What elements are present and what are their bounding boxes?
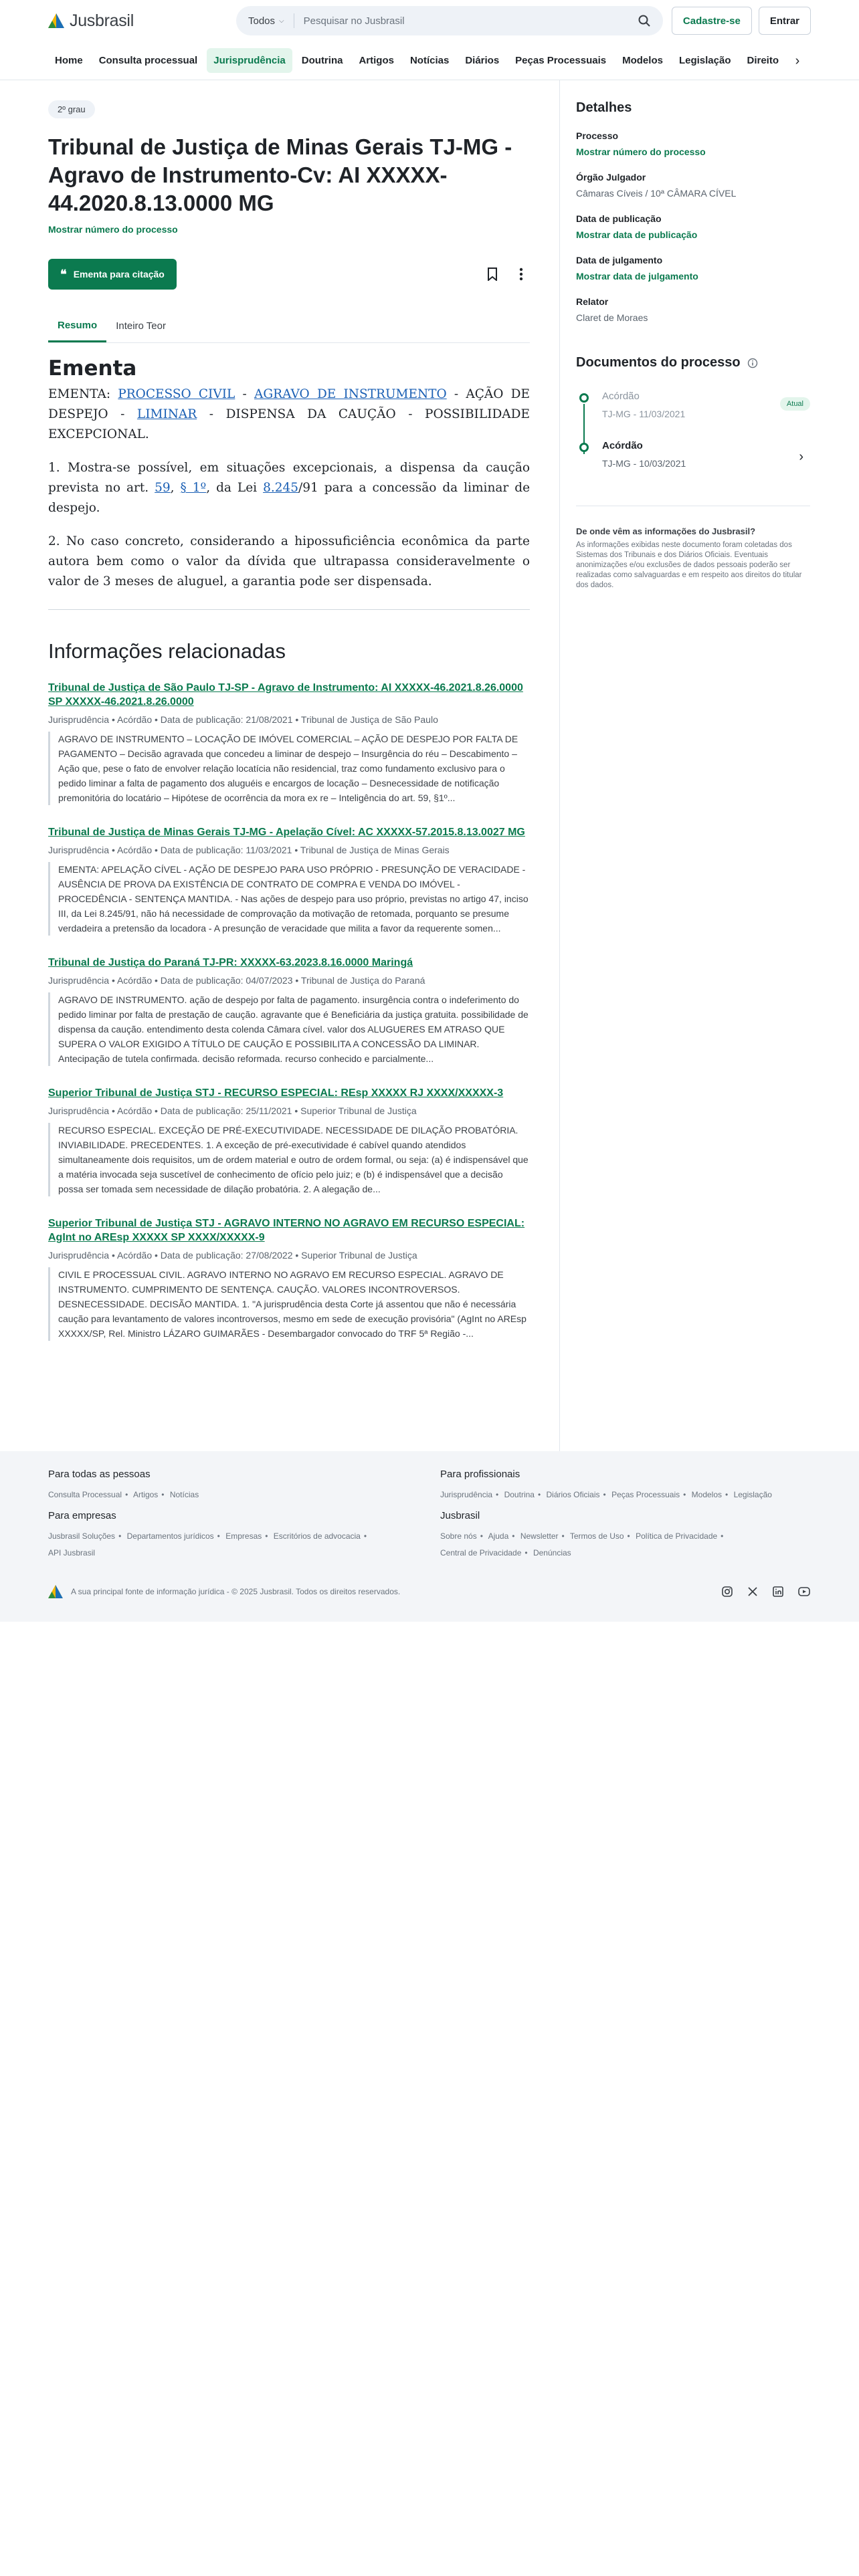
social-links	[721, 1586, 811, 1598]
footer-heading: Jusbrasil	[440, 1510, 480, 1521]
logo-triangle-icon	[48, 13, 64, 28]
logo-text: Jusbrasil	[70, 11, 134, 30]
nav-item-diarios[interactable]: Diários	[465, 55, 500, 66]
related-item-title[interactable]: Superior Tribunal de Justiça STJ - AGRAVO INTERNO NO AGRAVO EM RECURSO ESPECIAL: AgInt no AREsp XXXXX SP XXXX/XXXXX-9	[48, 1218, 525, 1243]
document-item[interactable]	[576, 440, 810, 490]
search-scope-select[interactable]	[248, 13, 294, 28]
relator-value: Claret de Moraes	[576, 312, 648, 323]
ementa-text-span: ,	[170, 481, 181, 495]
footer-link[interactable]: Departamentos jurídicos	[126, 1531, 214, 1541]
footer-link[interactable]: Denúncias	[533, 1548, 571, 1558]
cite-ementa-label: Ementa para citação	[73, 269, 165, 280]
cite-ementa-button[interactable]	[48, 259, 177, 290]
section-divider	[48, 609, 530, 610]
chevron-right-icon[interactable]: ›	[799, 449, 803, 464]
nav-scroll-right-icon[interactable]: ›	[784, 41, 811, 80]
link-art-59[interactable]: 59	[155, 481, 171, 495]
show-publication-date-link[interactable]: Mostrar data de publicação	[576, 229, 698, 240]
search-bar[interactable]	[236, 6, 663, 35]
tab-inteiro-teor[interactable]: Inteiro Teor	[116, 320, 166, 332]
footer-bottom	[48, 1585, 811, 1598]
footer-link[interactable]: Newsletter	[520, 1531, 559, 1541]
search-input[interactable]: Pesquisar no Jusbrasil	[303, 15, 405, 27]
data-source-question: De onde vêm as informações do Jusbrasil?	[576, 526, 756, 536]
related-item-title[interactable]: Tribunal de Justiça do Paraná TJ-PR: XXXXX-63.2023.8.16.0000 Maringá	[48, 957, 413, 968]
ementa-paragraph: 2. No caso concreto, considerando a hipossuficiência econômica da parte autora bem como o valor da dívida que ultrapassa consideravelmente o valor de 3 meses de aluguel, a garantia pode ser dispensada.	[48, 534, 530, 588]
ementa-paragraph	[48, 458, 530, 518]
signup-button[interactable]: Cadastre-se	[672, 7, 752, 35]
orgao-value: Câmaras Cíveis / 10ª CÂMARA CÍVEL	[576, 188, 737, 199]
footer-heading: Para todas as pessoas	[48, 1469, 151, 1480]
column-divider	[559, 80, 560, 1451]
timeline-dot	[579, 393, 589, 403]
related-item-title[interactable]: Tribunal de Justiça de Minas Gerais TJ-MG - Apelação Cível: AC XXXXX-57.2015.8.13.0027 MG	[48, 827, 525, 838]
footer-heading: Para profissionais	[440, 1469, 520, 1480]
x-icon[interactable]	[747, 1586, 759, 1598]
ementa-text	[48, 385, 530, 592]
processo-label: Processo	[576, 130, 619, 141]
grau-badge: 2º grau	[48, 100, 95, 118]
timeline-dot	[579, 443, 589, 452]
footer-link[interactable]: Política de Privacidade	[636, 1531, 718, 1541]
nav-item-direito[interactable]: Direito	[747, 55, 779, 66]
details-heading: Detalhes	[576, 100, 632, 115]
related-item-excerpt: AGRAVO DE INSTRUMENTO. ação de despejo por falta de pagamento. insurgência contra o indeferimento do pedido liminar por falta de prestação de caução. agravante que é Beneficiária da justiça gratuita. possibilidade de dispensa da caução. entendimento desta colenda Câmara cível. valor dos ALUGUERES EM ATRASO QUE SUPERA O VALOR EXIGIDO A TÍTULO DE CAUÇÃO E POSSIBILITA A CONCESSÃO DA LIMINAR. Antecipação de tutela confirmada. decisão reformada. recurso conhecido e parcialmente...	[48, 992, 530, 1066]
footer-link[interactable]: Doutrina	[504, 1490, 535, 1499]
footer-column-people: Para todas as pessoas Consulta Processual • Artigos • Notícias	[48, 1469, 423, 1503]
document-item-current[interactable]	[576, 391, 810, 440]
details-sidebar	[576, 100, 810, 591]
main-content	[48, 100, 530, 1341]
copyright-text: A sua principal fonte de informação jurídica - © 2025 Jusbrasil. Todos os direitos reservados.	[71, 1587, 401, 1596]
link-lei-8245[interactable]: 8.245	[263, 481, 299, 495]
related-item-excerpt: RECURSO ESPECIAL. EXCEÇÃO DE PRÉ-EXECUTIVIDADE. NECESSIDADE DE DILAÇÃO PROBATÓRIA. INVIABILIDADE. PRECEDENTES. 1. A exceção de pré-executividade é cabível quando atendidos simultaneamente dois requisitos, um de ordem material e outro de ordem formal, ou seja: (a) é indispensável que a matéria invocada seja suscetível de conhecimento de ofício pelo juiz; e (b) é indispensável que a decisão possa ser tomada sem necessidade de dilação probatória. 2. A alegação de...	[48, 1123, 530, 1196]
search-scope-label: Todos	[248, 15, 276, 27]
current-badge: Atual	[780, 397, 810, 411]
footer-link[interactable]: Modelos	[691, 1490, 723, 1499]
linkedin-icon[interactable]	[772, 1586, 784, 1598]
related-item	[48, 825, 530, 936]
nav-item-home[interactable]: Home	[55, 55, 83, 66]
ementa-text-span: - DISPENSA DA CAUÇÃO - POSSIBILIDADE EXCEPCIONAL.	[48, 407, 530, 441]
link-agravo-instrumento[interactable]: AGRAVO DE INSTRUMENTO	[254, 387, 447, 401]
footer-link[interactable]: Jurisprudência	[440, 1490, 493, 1499]
bookmark-icon[interactable]	[487, 267, 498, 281]
footer-link[interactable]: Artigos	[132, 1490, 159, 1499]
footer-link[interactable]: Notícias	[169, 1490, 199, 1499]
related-item-meta: Jurisprudência • Acórdão • Data de publicação: 25/11/2021 • Superior Tribunal de Justiça	[48, 1105, 417, 1116]
nav-item-consulta[interactable]: Consulta processual	[98, 55, 198, 66]
related-item-title[interactable]: Tribunal de Justiça de São Paulo TJ-SP - Agravo de Instrumento: AI XXXXX-46.2021.8.26.0000 SP XXXXX-46.2021.8.26.0000	[48, 682, 523, 708]
ementa-paragraph	[48, 385, 530, 445]
document-title: Acórdão	[602, 440, 643, 451]
related-item-meta: Jurisprudência • Acórdão • Data de publicação: 27/08/2022 • Superior Tribunal de Justiça	[48, 1250, 417, 1261]
related-item	[48, 956, 530, 1066]
footer-link[interactable]: Central de Privacidade	[440, 1548, 522, 1558]
link-paragrafo-1[interactable]: § 1º	[180, 481, 207, 495]
related-item-meta: Jurisprudência • Acórdão • Data de publicação: 04/07/2023 • Tribunal de Justiça do Paraná	[48, 975, 425, 986]
footer-link[interactable]: Ajuda	[488, 1531, 509, 1541]
nav-item-modelos[interactable]: Modelos	[622, 55, 663, 66]
related-item-meta: Jurisprudência • Acórdão • Data de publicação: 11/03/2021 • Tribunal de Justiça de Minas Gerais	[48, 845, 450, 855]
footer-link[interactable]: Escritórios de advocacia	[273, 1531, 361, 1541]
login-button[interactable]: Entrar	[759, 7, 811, 35]
nav-item-noticias[interactable]: Notícias	[409, 55, 450, 66]
footer-column-companies: Para empresas Jusbrasil Soluções • Departamentos jurídicos • Empresas • Escritórios de advocacia • API Jusbrasil	[48, 1510, 423, 1562]
quote-icon: ❝	[60, 267, 67, 282]
related-item-title[interactable]: Superior Tribunal de Justiça STJ - RECURSO ESPECIAL: REsp XXXXX RJ XXXX/XXXXX-3	[48, 1087, 504, 1099]
publication-date-label: Data de publicação	[576, 213, 662, 224]
footer-link[interactable]: Empresas	[225, 1531, 262, 1541]
related-item	[48, 1216, 530, 1341]
footer-link[interactable]: API Jusbrasil	[48, 1548, 96, 1558]
nav-item-artigos[interactable]: Artigos	[359, 55, 394, 66]
footer-link[interactable]: Termos de Uso	[569, 1531, 624, 1541]
related-heading: Informações relacionadas	[48, 639, 286, 663]
nav-item-jurisprudencia[interactable]: Jurisprudência	[207, 48, 292, 73]
ementa-text-span: , da Lei	[206, 481, 264, 495]
ementa-text-span: - AÇÃO DE DESPEJO -	[48, 387, 530, 421]
process-documents-title: Documentos do processo	[576, 355, 741, 370]
documents-timeline	[576, 391, 810, 490]
footer-column-professionals: Para profissionais Jurisprudência • Doutrina • Diários Oficiais • Peças Processuais • Modelos • Legislação	[440, 1469, 815, 1503]
document-subtitle: TJ-MG - 11/03/2021	[602, 409, 686, 419]
ementa-text-span: -	[235, 387, 255, 401]
document-tabs	[48, 310, 530, 343]
data-source-text: As informações exibidas neste documento foram coletadas dos Sistemas dos Tribunais e dos Diários Oficiais. Eventuais anonimizações e/ou exclusões de dados pessoais poderão ser realizadas como salvaguardas e em respeito aos direitos do titular dos dados.	[576, 541, 802, 589]
footer-link[interactable]: Jusbrasil Soluções	[48, 1531, 116, 1541]
search-icon[interactable]	[638, 14, 651, 27]
show-process-number-link[interactable]: Mostrar número do processo	[48, 224, 178, 235]
judgment-date-label: Data de julgamento	[576, 255, 663, 265]
process-documents-heading	[576, 355, 810, 370]
link-liminar[interactable]: LIMINAR	[136, 407, 197, 421]
ementa-text-span: 1. Mostra-se possível, em situações excepcionais, a dispensa da caução prevista no art.	[48, 461, 530, 495]
jusbrasil-logo[interactable]	[48, 11, 185, 31]
relator-label: Relator	[576, 296, 609, 307]
footer-link[interactable]: Consulta Processual	[48, 1490, 122, 1499]
nav-item-doutrina[interactable]: Doutrina	[301, 55, 343, 66]
related-item-excerpt: AGRAVO DE INSTRUMENTO – LOCAÇÃO DE IMÓVEL COMERCIAL – AÇÃO DE DESPEJO POR FALTA DE PAGAMENTO – Decisão agravada que concedeu a liminar de despejo – Insurgência do réu – Descabimento – Ação que, pese o fato de envolver relação locatícia não residencial, traz como fundamento exclusivo para o pedido liminar a falta de pagamento dos aluguéis e encargos de locação – Desnecessidade de notificação premonitória do locatário – Hipótese de ocorrência da mora ex re – Inteligência do art. 59, §1º...	[48, 732, 530, 805]
document-actions	[48, 259, 530, 290]
chevron-down-icon: ⌵	[279, 17, 284, 25]
info-icon[interactable]	[747, 358, 758, 368]
orgao-label: Órgão Julgador	[576, 172, 646, 183]
show-judgment-date-link[interactable]: Mostrar data de julgamento	[576, 271, 698, 282]
footer-link[interactable]: Sobre nós	[440, 1531, 477, 1541]
footer-column-jusbrasil: Jusbrasil Sobre nós • Ajuda • Newsletter • Termos de Uso • Política de Privacidade • Central de Privacidade • Denúncias	[440, 1510, 815, 1562]
tab-resumo[interactable]: Resumo	[48, 310, 106, 342]
ementa-text-span: /91 para a concessão da liminar de despejo.	[48, 481, 531, 515]
nav-item-pecas[interactable]: Peças Processuais	[515, 55, 607, 66]
link-processo-civil[interactable]: PROCESSO CIVIL	[118, 387, 235, 401]
instagram-icon[interactable]	[721, 1586, 733, 1598]
related-item-meta: Jurisprudência • Acórdão • Data de publicação: 21/08/2021 • Tribunal de Justiça de São Paulo	[48, 714, 438, 725]
document-title: Acórdão	[602, 391, 640, 402]
show-process-link[interactable]: Mostrar número do processo	[576, 146, 706, 157]
nav-item-legislacao[interactable]: Legislação	[678, 55, 731, 66]
related-item-excerpt: EMENTA: APELAÇÃO CÍVEL - AÇÃO DE DESPEJO PARA USO PRÓPRIO - PRESUNÇÃO DE VERACIDADE - AUSÊNCIA DE PROVA DA EXISTÊNCIA DE CONTRATO DE COMPRA E VENDA DO IMÓVEL - PROCEDÊNCIA - SENTENÇA MANTIDA. - Nas ações de despejo para uso próprio, previstas no artigo 47, inciso III, da Lei 8.245/91, não há necessidade de comprovação da motivação de retomada, porquanto se presume verdadeira a pretensão da locadora - A presunção de veracidade que milita a favor da requerente somen...	[48, 862, 530, 936]
ementa-heading: Ementa	[48, 356, 137, 381]
site-header	[0, 0, 859, 41]
related-list	[48, 681, 530, 1341]
ementa-text-span: EMENTA:	[48, 387, 118, 401]
document-subtitle: TJ-MG - 10/03/2021	[602, 458, 686, 469]
footer-link[interactable]: Legislação	[733, 1490, 772, 1499]
site-footer	[0, 1451, 859, 1622]
footer-link[interactable]: Peças Processuais	[611, 1490, 680, 1499]
main-nav	[0, 41, 859, 80]
footer-heading: Para empresas	[48, 1510, 116, 1521]
logo-triangle-icon[interactable]	[48, 1585, 63, 1598]
related-item-excerpt: CIVIL E PROCESSUAL CIVIL. AGRAVO INTERNO NO AGRAVO EM RECURSO ESPECIAL. AGRAVO DE INSTRUMENTO. CUMPRIMENTO DE SENTENÇA. CAUÇÃO. VALORES INCONTROVERSOS. DESNECESSIDADE. DECISÃO MANTIDA. 1. "A jurisprudência desta Corte já assentou que não é necessária caução para levantamento de valores incontroversos, mesmo em sede de execução provisória" (AgInt no AREsp XXXXX/SP, Rel. Ministro LÁZARO GUIMARÃES - Desembargador convocado do TRF 5ª Região -...	[48, 1267, 530, 1341]
youtube-icon[interactable]	[797, 1586, 811, 1598]
related-item	[48, 1086, 530, 1196]
related-item	[48, 681, 530, 805]
page-title: Tribunal de Justiça de Minas Gerais TJ-MG - Agravo de Instrumento-Cv: AI XXXXX-44.2020.8.13.0000 MG	[48, 134, 512, 215]
more-options-icon[interactable]	[519, 267, 523, 281]
footer-link[interactable]: Diários Oficiais	[546, 1490, 600, 1499]
